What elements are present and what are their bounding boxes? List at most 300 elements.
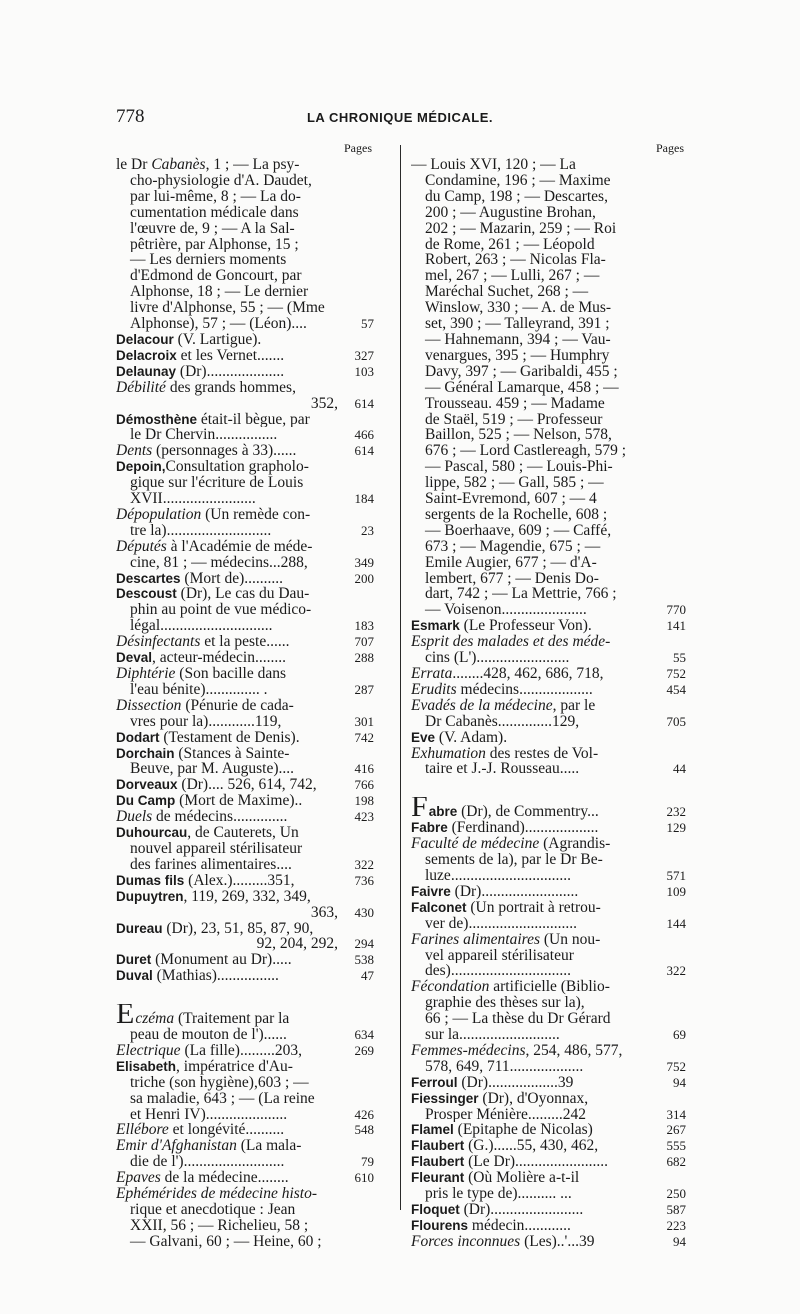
headword: Du Camp	[116, 793, 176, 809]
italic-headword: Désinfectants	[116, 634, 201, 651]
page-ref: 184	[354, 491, 374, 507]
entry-text: (Epitaphe de Nicolas)	[453, 1122, 593, 1139]
entry-text: vel appareil stérilisateur	[425, 947, 574, 964]
index-entry	[116, 348, 374, 364]
entry-line	[411, 412, 650, 428]
entry-line	[411, 761, 650, 777]
entry-line	[116, 523, 338, 539]
headword: Esmark	[411, 618, 460, 634]
entry-text: ........428, 462, 686, 718,	[452, 666, 604, 682]
entry-text: mel, 267 ; — Lulli, 267 ; —	[425, 268, 600, 285]
entry-text: Winslow, 330 ; — A. de Mus-	[425, 300, 612, 317]
entry-line	[411, 443, 650, 459]
entry-line	[411, 868, 650, 884]
entry-text: Davy, 397 ; — Garibaldi, 455 ;	[425, 363, 618, 380]
index-entry	[116, 698, 374, 730]
headword: abre	[428, 804, 458, 820]
entry-text: du Camp, 198 ; — Descartes,	[425, 188, 608, 205]
headword: Fleurant	[411, 1170, 465, 1186]
headword: Descartes	[116, 570, 181, 586]
entry-text: médecin............	[468, 1217, 571, 1234]
entry-line	[411, 948, 650, 964]
page-ref: 555	[666, 1138, 686, 1154]
entry-text: Dr Cabanès..............129,	[425, 713, 580, 730]
entry-text: (Testament de Denis).	[159, 729, 300, 746]
index-entry	[411, 1091, 686, 1123]
entry-line	[116, 809, 338, 825]
entry-line	[411, 523, 650, 539]
entry-text: 202 ; — Mazarin, 259 ; — Roi	[425, 220, 617, 237]
entry-text: 673 ; — Magendie, 675 ; —	[425, 538, 601, 555]
index-entry	[116, 507, 374, 539]
index-entry	[116, 952, 374, 968]
index-entry	[116, 539, 374, 571]
entry-line	[411, 1202, 650, 1218]
index-entry	[411, 1122, 686, 1138]
entry-line	[116, 761, 338, 777]
entry-line	[116, 412, 338, 428]
italic-headword: Epaves	[116, 1170, 161, 1187]
entry-text: (V. Adam).	[435, 729, 508, 746]
index-entry	[116, 459, 374, 507]
entry-line	[411, 364, 650, 380]
entry-line	[411, 932, 650, 948]
index-entry	[411, 900, 686, 932]
index-entry	[411, 682, 686, 698]
entry-text: Alphonse), 57 ; — (Léon)....	[130, 316, 307, 332]
page-ref: 766	[354, 777, 374, 793]
index-entry	[411, 820, 686, 836]
entry-line	[411, 1234, 650, 1250]
index-entry	[116, 1138, 374, 1170]
entry-line	[116, 571, 338, 587]
entry-text: 200 ; — Augustine Brohan,	[425, 204, 596, 221]
index-entry	[116, 921, 374, 953]
entry-line	[411, 634, 650, 650]
entry-text: Robert, 263 ; — Nicolas Fla-	[425, 252, 606, 269]
headword: Duval	[116, 968, 153, 984]
entry-line	[411, 475, 650, 491]
entry-text: (Le Dr)........................	[464, 1154, 609, 1171]
index-entry	[116, 571, 374, 587]
italic-headword: Faculté de médecine	[411, 836, 540, 853]
entry-text: 352,	[310, 395, 338, 412]
entry-text: le Dr Chervin................	[130, 427, 278, 444]
page-ref: 287	[354, 681, 374, 697]
index-entry	[116, 730, 374, 746]
entry-line	[411, 571, 650, 587]
index-entry	[116, 443, 374, 459]
headword: Descoust	[116, 586, 177, 602]
entry-line	[116, 1202, 338, 1218]
index-entry	[411, 618, 686, 634]
entry-line	[116, 1027, 338, 1043]
entry-line	[116, 507, 338, 523]
italic-headword: Ephémérides de médecine histo-	[116, 1186, 318, 1202]
index-entry	[411, 666, 686, 682]
index-entry	[411, 698, 686, 730]
italic-headword: Duels	[116, 809, 153, 826]
entry-line	[116, 586, 338, 602]
entry-text: — Les derniers moments	[130, 252, 287, 269]
entry-text: 92, 204, 292,	[256, 936, 338, 953]
entry-text: de médecins..............	[152, 809, 288, 826]
entry-line	[411, 852, 650, 868]
entry-line	[411, 221, 650, 237]
entry-text: (La fille).........203,	[180, 1042, 302, 1059]
entry-text: XVII........................	[130, 491, 256, 507]
headword: Elisabeth	[116, 1058, 177, 1074]
entry-text: — Galvani, 60 ; — Heine, 60 ;	[130, 1233, 322, 1250]
entry-line	[116, 1186, 338, 1202]
entry-line	[116, 332, 338, 348]
index-entry	[116, 793, 374, 809]
entry-line	[411, 507, 650, 523]
page-ref: 426	[354, 1106, 374, 1122]
page-ref: 94	[673, 1074, 686, 1090]
page-ref: 200	[354, 570, 374, 586]
index-entry	[116, 1186, 374, 1250]
entry-line	[116, 1004, 338, 1027]
entry-text: 676 ; — Lord Castlereagh, 579 ;	[425, 443, 627, 460]
entry-text: sa maladie, 643 ; — (La reine	[130, 1090, 315, 1107]
index-entry	[411, 1043, 686, 1075]
index-entry	[411, 884, 686, 900]
entry-list	[116, 157, 374, 1250]
italic-headword: Evadés de la médecine	[411, 697, 553, 714]
pages-heading: Pages	[656, 141, 684, 155]
entry-text: (Un remède con-	[201, 506, 311, 523]
entry-text: Trousseau. 459 ; — Madame	[425, 395, 605, 412]
entry-line	[116, 921, 338, 937]
page-ref: 267	[666, 1122, 686, 1138]
page-ref: 69	[673, 1027, 686, 1043]
entry-text: (G.)......55, 430, 462,	[464, 1138, 599, 1155]
entry-line	[411, 650, 650, 666]
index-entry	[116, 157, 374, 332]
entry-text: Condamine, 196 ; — Maxime	[425, 172, 611, 189]
headword: Floquet	[411, 1202, 460, 1217]
entry-text: Baillon, 525 ; — Nelson, 578,	[425, 427, 612, 444]
entry-text: des grands hommes,	[165, 379, 296, 396]
italic-headword: Femmes-médecins	[411, 1042, 526, 1059]
entry-text: graphie des thèses sur la),	[425, 995, 585, 1012]
page-ref: 736	[354, 872, 374, 888]
pages-heading: Pages	[344, 141, 372, 155]
entry-line	[116, 650, 338, 666]
entry-text: sergents de la Rochelle, 608 ;	[425, 506, 608, 523]
entry-line	[411, 555, 650, 571]
page-ref: 141	[666, 618, 686, 634]
entry-text: lippe, 582 ; — Gall, 585 ; —	[425, 475, 604, 492]
entry-line	[116, 857, 338, 873]
entry-line	[116, 1075, 338, 1091]
index-entry	[116, 889, 374, 921]
entry-line	[116, 427, 338, 443]
entry-line	[116, 1043, 338, 1059]
headword: Flamel	[411, 1122, 454, 1138]
entry-line	[411, 963, 650, 979]
italic-headword: Forces inconnues	[411, 1233, 521, 1250]
entry-text: de Staël, 519 ; — Professeur	[425, 411, 603, 428]
page-ref: 79	[361, 1154, 374, 1170]
entry-line	[411, 1170, 650, 1186]
entry-line	[411, 491, 650, 507]
entry-text: triche (son hygiène),603 ; —	[130, 1074, 309, 1091]
entry-text: (La mala-	[236, 1138, 302, 1155]
entry-text: sur la..........................	[425, 1027, 560, 1043]
page-ref: 752	[666, 666, 686, 681]
page-ref: 571	[666, 867, 686, 883]
entry-line	[411, 380, 650, 396]
entry-text: (Dr).........................	[450, 883, 579, 900]
entry-line	[411, 586, 650, 602]
entry-line	[411, 916, 650, 932]
entry-text: , 119, 269, 332, 349,	[183, 888, 311, 905]
entry-line	[116, 1154, 338, 1170]
entry-text: (Dr), d'Oyonnax,	[478, 1090, 589, 1107]
entry-text: de la médecine........	[160, 1170, 289, 1187]
entry-line	[116, 1059, 338, 1075]
entry-text: sements de la), par le Dr Be-	[425, 852, 603, 868]
headword: Fabre	[411, 820, 448, 836]
entry-text: (Ferdinand)...................	[447, 820, 599, 837]
entry-text: était-il bègue, par	[197, 411, 310, 428]
headword: Dodart	[116, 729, 160, 745]
entry-line	[116, 618, 338, 634]
entry-text: rique et anecdotique : Jean	[130, 1202, 296, 1218]
page-ref: 47	[361, 968, 374, 984]
running-title: LA CHRONIQUE MÉDICALE.	[306, 110, 494, 125]
italic-headword: Farines alimentaires	[411, 931, 541, 948]
entry-text: ver de)............................	[425, 915, 577, 932]
headword: Démosthène	[116, 411, 198, 427]
entry-line	[116, 189, 338, 205]
entry-line	[116, 936, 338, 952]
italic-headword: Dissection	[116, 697, 182, 714]
entry-text: (Alex.).........351,	[184, 872, 295, 889]
index-entry	[411, 797, 686, 820]
page-ref: 548	[354, 1122, 374, 1138]
italic-headword: czéma	[135, 1010, 175, 1028]
entry-line	[411, 1154, 650, 1170]
entry-text: 363,	[310, 904, 338, 921]
headword: Flaubert	[411, 1154, 465, 1170]
page-ref: 301	[354, 713, 374, 729]
entry-line	[116, 237, 338, 253]
index-entry	[116, 1004, 374, 1043]
entry-text: (Agrandis-	[539, 836, 611, 853]
entry-line	[116, 714, 338, 730]
entry-line	[411, 237, 650, 253]
drop-cap: F	[411, 797, 428, 821]
entry-text: , de Cauterets, Un	[187, 825, 299, 841]
page-ref: 466	[354, 427, 374, 443]
index-entry	[411, 979, 686, 1043]
entry-line	[116, 205, 338, 221]
entry-text: lembert, 677 ; — Denis Do-	[425, 570, 599, 587]
entry-line	[411, 820, 650, 836]
entry-text: vres pour la)............119,	[130, 713, 282, 730]
index-entry	[116, 412, 374, 444]
entry-line	[116, 221, 338, 237]
index-entry	[411, 157, 686, 618]
entry-line	[411, 252, 650, 268]
index-entry	[411, 1202, 686, 1218]
entry-line	[411, 189, 650, 205]
entry-line	[411, 836, 650, 852]
entry-text: , par le	[552, 697, 596, 714]
entry-line	[116, 300, 338, 316]
entry-text: peau de mouton de l')......	[130, 1027, 287, 1043]
page-ref: 55	[673, 650, 686, 666]
entry-line	[116, 1107, 338, 1123]
entry-line	[116, 491, 338, 507]
page-ref: 322	[666, 963, 686, 979]
entry-text: (Mort de Maxime)..	[175, 793, 303, 810]
entry-text: livre d'Alphonse, 55 ; — (Mme	[130, 300, 325, 317]
index-entry	[411, 932, 686, 980]
entry-text: et les Vernet.......	[176, 347, 285, 364]
page-header	[0, 106, 800, 130]
entry-text: cumentation médicale dans	[130, 204, 299, 221]
entry-line	[116, 348, 338, 364]
page-ref: 250	[666, 1186, 686, 1202]
entry-line	[411, 332, 650, 348]
page-ref: 232	[666, 804, 686, 820]
page-ref: 634	[354, 1027, 374, 1043]
headword: Dumas fils	[116, 872, 185, 888]
entry-text: — Hahnemann, 394 ; — Vau-	[425, 331, 611, 348]
entry-text: , impératrice d'Au-	[176, 1058, 293, 1075]
entry-text: (Traitement par la	[174, 1010, 290, 1028]
entry-text: des restes de Vol-	[485, 745, 599, 762]
entry-text: pris le type de).......... ...	[425, 1186, 572, 1202]
page-ref: 94	[673, 1233, 686, 1249]
headword: Ferroul	[411, 1074, 458, 1090]
index-entry	[116, 332, 374, 348]
page-ref: 770	[666, 602, 686, 618]
index-entry	[411, 836, 686, 884]
entry-text: de Rome, 261 ; — Léopold	[425, 236, 595, 253]
entry-text: (Dr), 23, 51, 85, 87, 90,	[162, 920, 314, 937]
entry-line	[411, 746, 650, 762]
entry-text: (Stances à Sainte-	[174, 745, 290, 762]
entry-line	[116, 268, 338, 284]
entry-text: l'eau bénite).............. .	[130, 681, 268, 698]
entry-line	[411, 459, 650, 475]
entry-line	[411, 618, 650, 634]
entry-text: dart, 742 ; — La Mettrie, 766 ;	[425, 586, 617, 603]
entry-text: 66 ; — La thèse du Dr Gérard	[425, 1011, 611, 1028]
entry-line	[116, 157, 338, 173]
entry-text: (Où Molière a-t-il	[464, 1170, 580, 1187]
entry-text: cine, 81 ; — médecins...288,	[130, 554, 308, 571]
headword: Delacroix	[116, 347, 177, 363]
entry-line	[116, 682, 338, 698]
entry-text: — Pascal, 580 ; — Louis-Phi-	[425, 459, 613, 476]
italic-headword: Errata	[411, 666, 453, 682]
index-entry	[116, 809, 374, 825]
index-entry	[116, 364, 374, 380]
headword: Faivre	[411, 883, 451, 899]
index-entry	[411, 730, 686, 746]
page-ref: 707	[354, 634, 374, 650]
entry-text: (personnages à 33)......	[152, 443, 297, 460]
entry-line	[411, 173, 650, 189]
entry-line	[411, 157, 650, 173]
italic-headword: Erudits	[411, 681, 457, 698]
entry-line	[116, 443, 338, 459]
index-entry	[411, 1170, 686, 1202]
entry-text: nouvel appareil stérilisateur	[130, 840, 303, 857]
italic-headword: Dépopulation	[116, 506, 202, 523]
italic-headword: Députés	[116, 538, 167, 555]
drop-cap: E	[116, 1004, 135, 1028]
entry-line	[116, 555, 338, 571]
entry-line	[411, 268, 650, 284]
entry-line	[411, 995, 650, 1011]
entry-text: (Dr), Le cas du Dau-	[176, 586, 310, 603]
entry-text: 578, 649, 711...................	[425, 1058, 584, 1075]
entry-text: Beuve, par M. Auguste)....	[130, 761, 295, 778]
entry-text: Alphonse, 18 ; — Le dernier	[130, 284, 309, 301]
entry-line	[116, 316, 338, 332]
entry-line	[411, 284, 650, 300]
headword: Duret	[116, 952, 152, 968]
index-entry	[116, 634, 374, 650]
index-entry	[116, 873, 374, 889]
page-ref: 349	[354, 554, 374, 570]
headword: Delaunay	[116, 363, 177, 379]
index-entry	[411, 634, 686, 666]
entry-line	[411, 884, 650, 900]
entry-text: (Les)..'...39	[520, 1233, 595, 1250]
entry-text: (Un portrait à retrou-	[466, 899, 601, 916]
page-ref: 454	[666, 681, 686, 697]
entry-text: luze...............................	[425, 867, 571, 884]
entry-text: (Dr), de Commentry...	[457, 803, 599, 821]
entry-text: phin au point de vue médico-	[130, 602, 312, 619]
entry-line	[411, 1186, 650, 1202]
entry-text: d'Edmond de Goncourt, par	[130, 268, 302, 285]
entry-text: , 1 ; — La psy-	[205, 157, 300, 173]
entry-line	[411, 797, 650, 820]
entry-line	[116, 602, 338, 618]
page-ref: 198	[354, 793, 374, 809]
page-ref: 23	[361, 522, 374, 538]
entry-text: (Dr).... 526, 614, 742,	[177, 777, 317, 794]
entry-text: pêtrière, par Alphonse, 15 ;	[130, 236, 299, 253]
entry-line	[116, 952, 338, 968]
entry-text: par lui-même, 8 ; — La do-	[130, 188, 301, 205]
entry-line	[411, 602, 650, 618]
page-ref: 614	[354, 395, 374, 411]
entry-line	[411, 427, 650, 443]
index-entry	[411, 1154, 686, 1170]
entry-line	[116, 475, 338, 491]
index-entry	[411, 1138, 686, 1154]
index-entry	[411, 1218, 686, 1234]
entry-line	[411, 900, 650, 916]
entry-text: die de l')..........................	[130, 1154, 285, 1171]
italic-headword: Fécondation	[411, 979, 490, 996]
entry-text: Prosper Ménière.........242	[425, 1106, 586, 1123]
entry-line	[116, 634, 338, 650]
headword: Dorveaux	[116, 777, 178, 793]
entry-text: Emile Augier, 677 ; — d'A-	[425, 554, 597, 571]
entry-text: Consultation grapholo-	[165, 459, 309, 476]
